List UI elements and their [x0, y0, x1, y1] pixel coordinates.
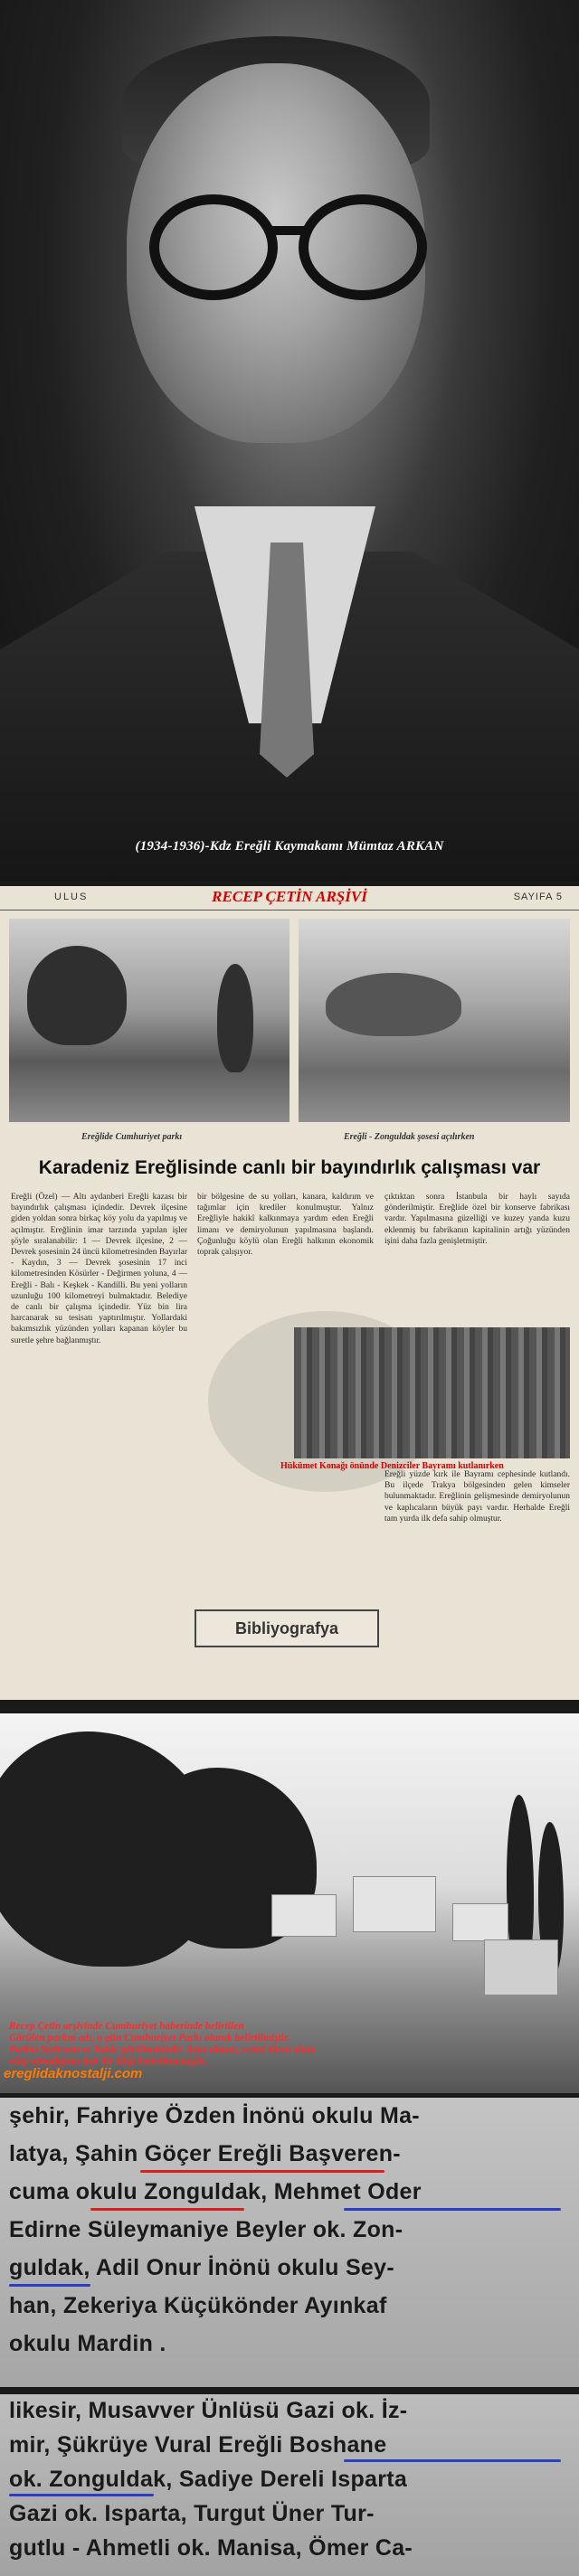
- clipping-line: ok. Zonguldak, Sadiye Dereli Isparta: [9, 2467, 408, 2492]
- bibliography-box: Bibliyografya: [195, 1609, 379, 1647]
- clipping-line: likesir, Musavver Ünlüsü Gazi ok. İz-: [9, 2398, 408, 2423]
- photo-right-caption: Ereğli - Zonguldak şosesi açılırken: [344, 1132, 475, 1142]
- clipping-line: şehir, Fahriye Özden İnönü okulu Ma-: [9, 2103, 420, 2128]
- portrait-caption: (1934-1936)-Kdz Ereğli Kaymakamı Mümtaz ARKAN: [135, 839, 444, 854]
- photo-tree: [27, 946, 127, 1045]
- park-red-caption: [9, 2021, 461, 2068]
- park-building: [271, 1894, 337, 1937]
- article-column-3: çıktıktan sonra İstanbula bir haylı sayıda gönderilmiştir. Ereğlide özel bir konserve fabrikası vardır. Yapılmasına güzelliği ve kuzey yanda kuzu eklenmiş bu fabrikanın kapitalinin artığı yüzünden işini daha fazla genişletmiştir.: [384, 1193, 570, 1246]
- glasses-left-lens: [149, 194, 278, 300]
- newspaper-clipping-1: [0, 2098, 579, 2387]
- photo-government-house: [294, 1327, 570, 1458]
- clipping-line: Edirne Süleymaniye Beyler ok. Zon-: [9, 2217, 403, 2242]
- article-column-1: Ereğli (Özel) — Altı aydanberi Ereğli kazası bir bayındırlık çalışması içindedir. Devrek ilçesine giden yoldan sonra birkaç köy yolu da yapılmış ve açılmıştır. Ereğlinin imar tarzında yapılan işler şöyle sıralanabilir: 1 — Devrek ilçesine, 2 — Devrek şosesinin 24 üncü kilometresinden Bayırlar - Kaydın, 3 — Devrek şosesinin 17 inci kilometresinden Kösürler - Değirmen yoluna, 4 — Ereğli - Balı - Keşkek - Kandilli. Bu yeni yolların uzunluğu 100 kilometreyi bulmaktadır. Belediye de canlı bir çalışma içindedir. Yüz bin lira harcanarak su tesisatı yaptırılmıştır. Yollardaki bakımsızlık yüzünden yolları kapanan köyler bu suretle şehre bağlanmıştır.: [11, 1193, 187, 1345]
- newspaper-page-label: SAYIFA 5: [513, 892, 563, 902]
- photo-zonguldak-road: [299, 919, 570, 1122]
- newspaper-name: ULUS: [54, 892, 89, 902]
- park-building: [452, 1903, 508, 1941]
- blue-underline: [344, 2208, 561, 2211]
- glasses-right-lens: [299, 194, 427, 300]
- clipping-line: cuma okulu Zonguldak, Mehmet Oder: [9, 2179, 422, 2204]
- article-column-4: Ereğli yüzde kırk ile Bayramı cephesinde kutlandı. Bu ilçede Trakya bölgesinden gelen kimseler bulunmaktadır. Ereğlinin gelişmesinde demiryolunun ve kaplıcaların büyük payı vardır. Herhalde Ereğli tam yurda ilk defa sahip olmuştur.: [384, 1470, 570, 1524]
- archive-label: RECEP ÇETİN ARŞİVİ: [212, 888, 367, 905]
- park-caption-line: olup olmadığına dair bir bilgi belirtilmemiştir..: [9, 2056, 209, 2067]
- clipping-line: gutlu - Ahmetli ok. Manisa, Ömer Ca-: [9, 2535, 413, 2561]
- clipping-line: okulu Mardin .: [9, 2331, 166, 2356]
- site-watermark: ereglidaknostalji.com: [4, 2066, 143, 2081]
- red-underline: [90, 2208, 244, 2211]
- article-column-2: bir bölgesine de su yolları, kanara, kaldırım ve tağımlar için krediler konulmuştur. Yalnız Ereğliyle hakikî kalkınmaya yardım eden Ereğli limanı ve demiryolunun yapılmasına başlandı. Çoğunluğu köylü olan Ereğli halkının ekonomik toprak çalışıyor.: [197, 1193, 374, 1258]
- newspaper-headline: Karadeniz Ereğlisinde canlı bir bayındırlık çalışması var: [38, 1157, 541, 1178]
- park-gazebo: [484, 1939, 558, 1996]
- park-caption-line: Recep Çetin arşivinde Cumhuriyet haberinde belirtilen: [9, 2021, 244, 2032]
- photo-center-caption: Hükümet Konağı önünde Denizciler Bayramı kutlanırken: [280, 1461, 504, 1471]
- photo-left-caption: Ereğlide Cumhuriyet parkı: [81, 1132, 183, 1142]
- portrait-photo: [0, 0, 579, 882]
- photo-hill: [326, 973, 461, 1036]
- glasses-bridge: [269, 226, 305, 235]
- newspaper-page: [0, 886, 579, 1700]
- clipping-line: latya, Şahin Göçer Ereğli Başveren-: [9, 2141, 401, 2166]
- park-photo: [0, 1713, 579, 2093]
- park-caption-line: Parkta Şadırvan ve Kalde görülmektedir. Ama alanın, resmi tören alanı: [9, 2044, 316, 2055]
- clipping-line: mir, Şükrüye Vural Ereğli Boshane: [9, 2432, 387, 2458]
- photo-tree: [217, 964, 253, 1072]
- blue-underline: [9, 2494, 154, 2496]
- clipping-line: Gazi ok. Isparta, Turgut Üner Tur-: [9, 2501, 375, 2526]
- newspaper-clipping-2: [0, 2394, 579, 2576]
- photo-cumhuriyet-park: [9, 919, 290, 1122]
- clipping-line: guldak, Adil Onur İnönü okulu Sey-: [9, 2255, 394, 2280]
- park-caption-line: Görülen parkın adı, o gün Cumhuriyet Parkı olarak belirtilmiştir.: [9, 2033, 290, 2043]
- blue-underline: [344, 2459, 561, 2462]
- clipping-line: han, Zekeriya Küçükönder Ayınkaf: [9, 2293, 387, 2318]
- park-building: [353, 1876, 436, 1932]
- red-underline: [140, 2170, 384, 2173]
- blue-underline: [9, 2284, 90, 2287]
